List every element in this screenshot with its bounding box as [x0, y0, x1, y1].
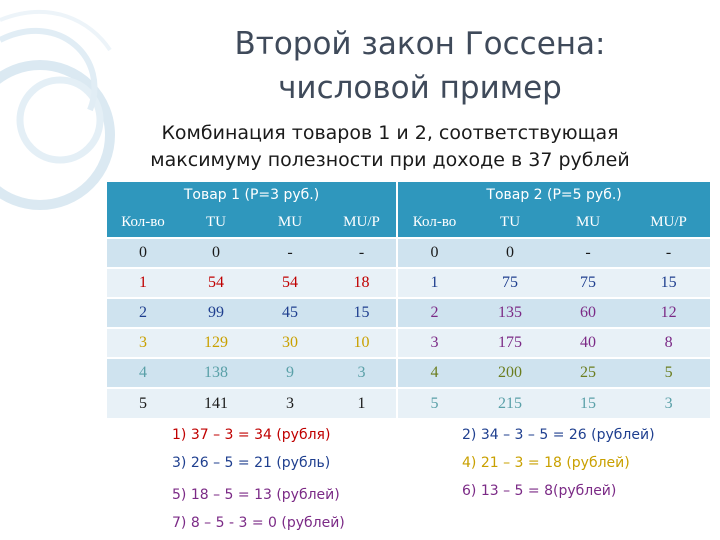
table-cell: 2: [397, 298, 471, 328]
table-cell: 0: [179, 238, 253, 268]
table-cell: 129: [179, 328, 253, 358]
column-header: MU: [253, 208, 327, 238]
column-header: MU/P: [627, 208, 710, 238]
table-row: [107, 328, 710, 358]
table-cell: 30: [253, 328, 327, 358]
slide-subtitle: [120, 120, 660, 174]
table-cell: -: [549, 238, 627, 268]
table-row: [107, 358, 710, 388]
calc-step-6: 6) 13 – 5 = 8(рублей): [462, 483, 617, 499]
table-cell: 3: [327, 358, 397, 388]
table-cell: 54: [253, 268, 327, 298]
table-cell: 75: [471, 268, 549, 298]
table-cell: 9: [253, 358, 327, 388]
table-cell: 5: [397, 388, 471, 418]
table-cell: 1: [327, 388, 397, 418]
table-cell: 135: [471, 298, 549, 328]
calc-step-3: 3) 26 – 5 = 21 (рубль): [172, 455, 331, 471]
table-cell: -: [327, 238, 397, 268]
table-cell: 175: [471, 328, 549, 358]
column-header: Кол-во: [397, 208, 471, 238]
table-cell: 15: [627, 268, 710, 298]
table-row: [107, 268, 710, 298]
table-cell: 45: [253, 298, 327, 328]
table-cell: 54: [179, 268, 253, 298]
table-cell: -: [627, 238, 710, 268]
title-line-2: числовой пример: [278, 70, 562, 106]
subtitle-line-1: Комбинация товаров 1 и 2, соответствующая: [161, 122, 619, 144]
table-cell: 5: [627, 358, 710, 388]
calc-step-7: 7) 8 – 5 - 3 = 0 (рублей): [172, 515, 345, 531]
table-cell: 215: [471, 388, 549, 418]
table-cell: 25: [549, 358, 627, 388]
group-header-good-1: Товар 1 (Р=3 руб.): [107, 182, 397, 208]
column-header: Кол-во: [107, 208, 179, 238]
table-cell: 75: [549, 268, 627, 298]
column-header: TU: [179, 208, 253, 238]
table-cell: 5: [107, 388, 179, 418]
table-cell: -: [253, 238, 327, 268]
table-cell: 18: [327, 268, 397, 298]
column-header: TU: [471, 208, 549, 238]
table-cell: 0: [397, 238, 471, 268]
table-row: [107, 298, 710, 328]
table-cell: 60: [549, 298, 627, 328]
calc-step-2: 2) 34 – 3 – 5 = 26 (рублей): [462, 427, 655, 443]
table-cell: 3: [107, 328, 179, 358]
subtitle-line-2: максимуму полезности при доходе в 37 рублей: [150, 149, 630, 171]
table-cell: 0: [107, 238, 179, 268]
group-header-good-2: Товар 2 (Р=5 руб.): [397, 182, 710, 208]
table-cell: 0: [471, 238, 549, 268]
calc-step-5: 5) 18 – 5 = 13 (рублей): [172, 487, 340, 503]
table-cell: 2: [107, 298, 179, 328]
calc-step-1: 1) 37 – 3 = 34 (рубля): [172, 427, 331, 443]
column-header: MU/P: [327, 208, 397, 238]
title-line-1: Второй закон Госсена:: [234, 26, 606, 62]
column-header: MU: [549, 208, 627, 238]
table-cell: 4: [107, 358, 179, 388]
table-cell: 3: [397, 328, 471, 358]
table-cell: 8: [627, 328, 710, 358]
table-row: [107, 388, 710, 418]
calc-step-4: 4) 21 – 3 = 18 (рублей): [462, 455, 630, 471]
table-cell: 10: [327, 328, 397, 358]
table-row: [107, 238, 710, 268]
table-cell: 40: [549, 328, 627, 358]
table-cell: 3: [253, 388, 327, 418]
slide-title: [140, 22, 700, 110]
table-cell: 15: [549, 388, 627, 418]
table-cell: 3: [627, 388, 710, 418]
table-cell: 138: [179, 358, 253, 388]
utility-table: [107, 182, 710, 418]
table-cell: 1: [397, 268, 471, 298]
table-cell: 99: [179, 298, 253, 328]
table-cell: 4: [397, 358, 471, 388]
table-cell: 12: [627, 298, 710, 328]
table-cell: 200: [471, 358, 549, 388]
table-cell: 15: [327, 298, 397, 328]
table-cell: 141: [179, 388, 253, 418]
table-cell: 1: [107, 268, 179, 298]
